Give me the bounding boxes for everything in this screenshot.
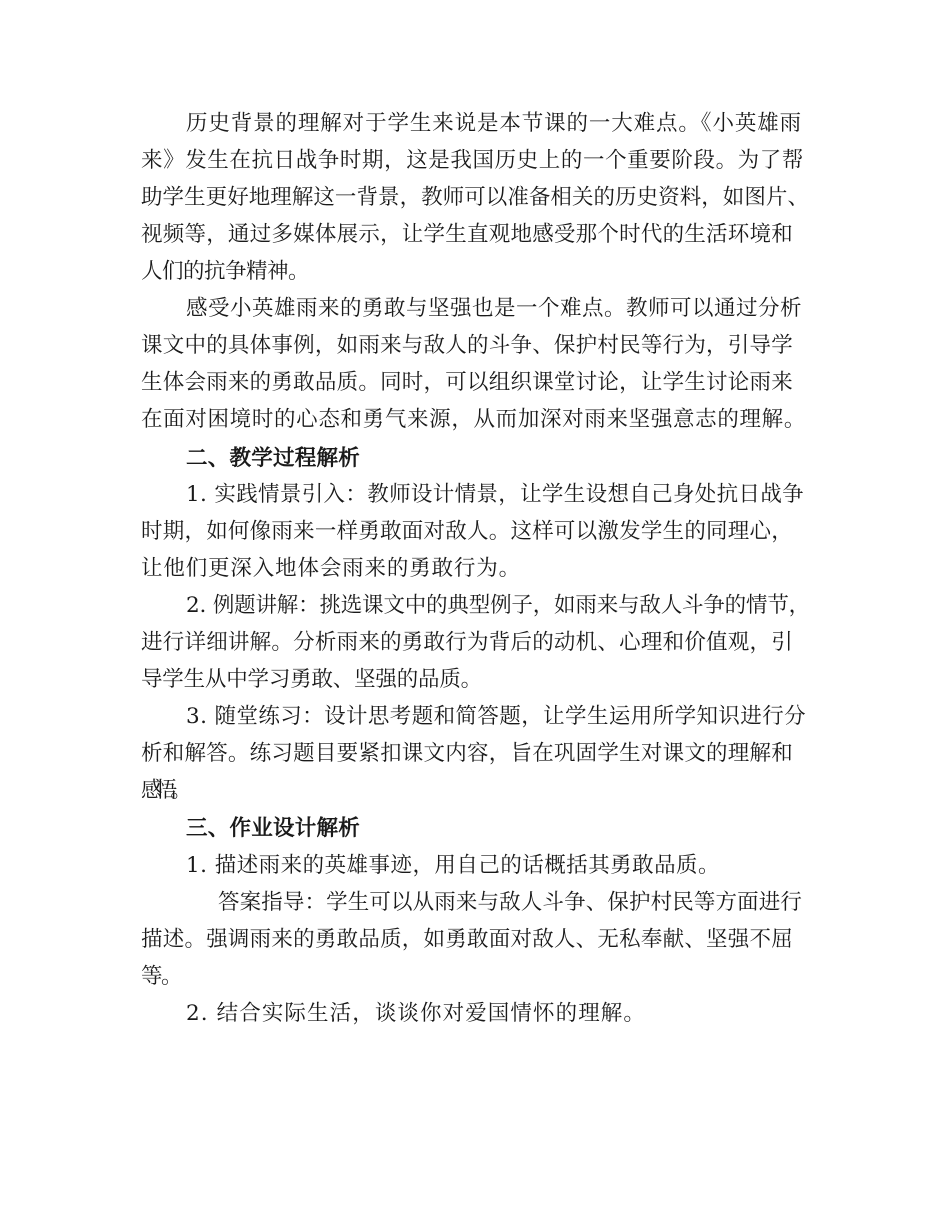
paragraph-background-line-5: 人们的抗争精神。	[141, 259, 309, 284]
item-practice-scene-line-2: 时期，如何像雨来一样勇敢面对敌人。这样可以激发学生的同理心，	[141, 519, 793, 544]
item-example-line-3: 导学生从中学习勇敢、坚强的品质。	[141, 667, 482, 692]
item-practice-line-2: 析和解答。练习题目要紧扣课文内容，旨在巩固学生对课文的理解和	[141, 741, 793, 766]
paragraph-background-line-4: 视频等，通过多媒体展示，让学生直观地感受那个时代的生活环境和	[141, 222, 793, 247]
item-practice-scene-line-1: 1. 实践情景引入：教师设计情景，让学生设想自己身处抗日战争	[186, 482, 804, 507]
homework-item-2: 2. 结合实际生活，谈谈你对爱国情怀的理解。	[186, 1001, 646, 1026]
item-practice-line-1: 3. 随堂练习：设计思考题和简答题，让学生运用所学知识进行分	[186, 704, 807, 729]
item-practice-line-3: 感悟。	[141, 778, 185, 803]
paragraph-bravery-line-4: 在面对困境时的心态和勇气来源，从而加深对雨来坚强意志的理解。	[141, 407, 806, 432]
section-heading-teaching-process: 二、教学过程解析	[186, 446, 360, 471]
homework-answer-guide-line-2: 描述。强调雨来的勇敢品质，如勇敢面对敌人、无私奉献、坚强不屈	[141, 927, 793, 952]
homework-item-1: 1. 描述雨来的英雄事迹，用自己的话概括其勇敢品质。	[186, 853, 720, 878]
section-heading-homework-design: 三、作业设计解析	[186, 816, 360, 841]
paragraph-background-line-3: 助学生更好地理解这一背景，教师可以准备相关的历史资料，如图片、	[141, 185, 809, 210]
paragraph-background-line-1: 历史背景的理解对于学生来说是本节课的一大难点。《小英雄雨	[186, 111, 802, 136]
homework-answer-guide-line-1: 答案指导：学生可以从雨来与敌人斗争、保护村民等方面进行	[218, 890, 802, 915]
paragraph-bravery-line-1: 感受小英雄雨来的勇敢与坚强也是一个难点。教师可以通过分析	[186, 296, 802, 321]
item-example-line-1: 2. 例题讲解：挑选课文中的典型例子，如雨来与敌人斗争的情节，	[186, 593, 810, 618]
item-example-line-2: 进行详细讲解。分析雨来的勇敢行为背后的动机、心理和价值观，引	[141, 630, 793, 655]
paragraph-bravery-line-3: 生体会雨来的勇敢品质。同时，可以组织课堂讨论，让学生讨论雨来	[141, 370, 793, 395]
paragraph-bravery-line-2: 课文中的具体事例，如雨来与敌人的斗争、保护村民等行为，引导学	[141, 333, 793, 358]
paragraph-background-line-2: 来》发生在抗日战争时期，这是我国历史上的一个重要阶段。为了帮	[141, 148, 804, 173]
item-practice-scene-line-3: 让他们更深入地体会雨来的勇敢行为。	[141, 556, 521, 581]
homework-answer-guide-line-3: 等。	[141, 964, 181, 989]
